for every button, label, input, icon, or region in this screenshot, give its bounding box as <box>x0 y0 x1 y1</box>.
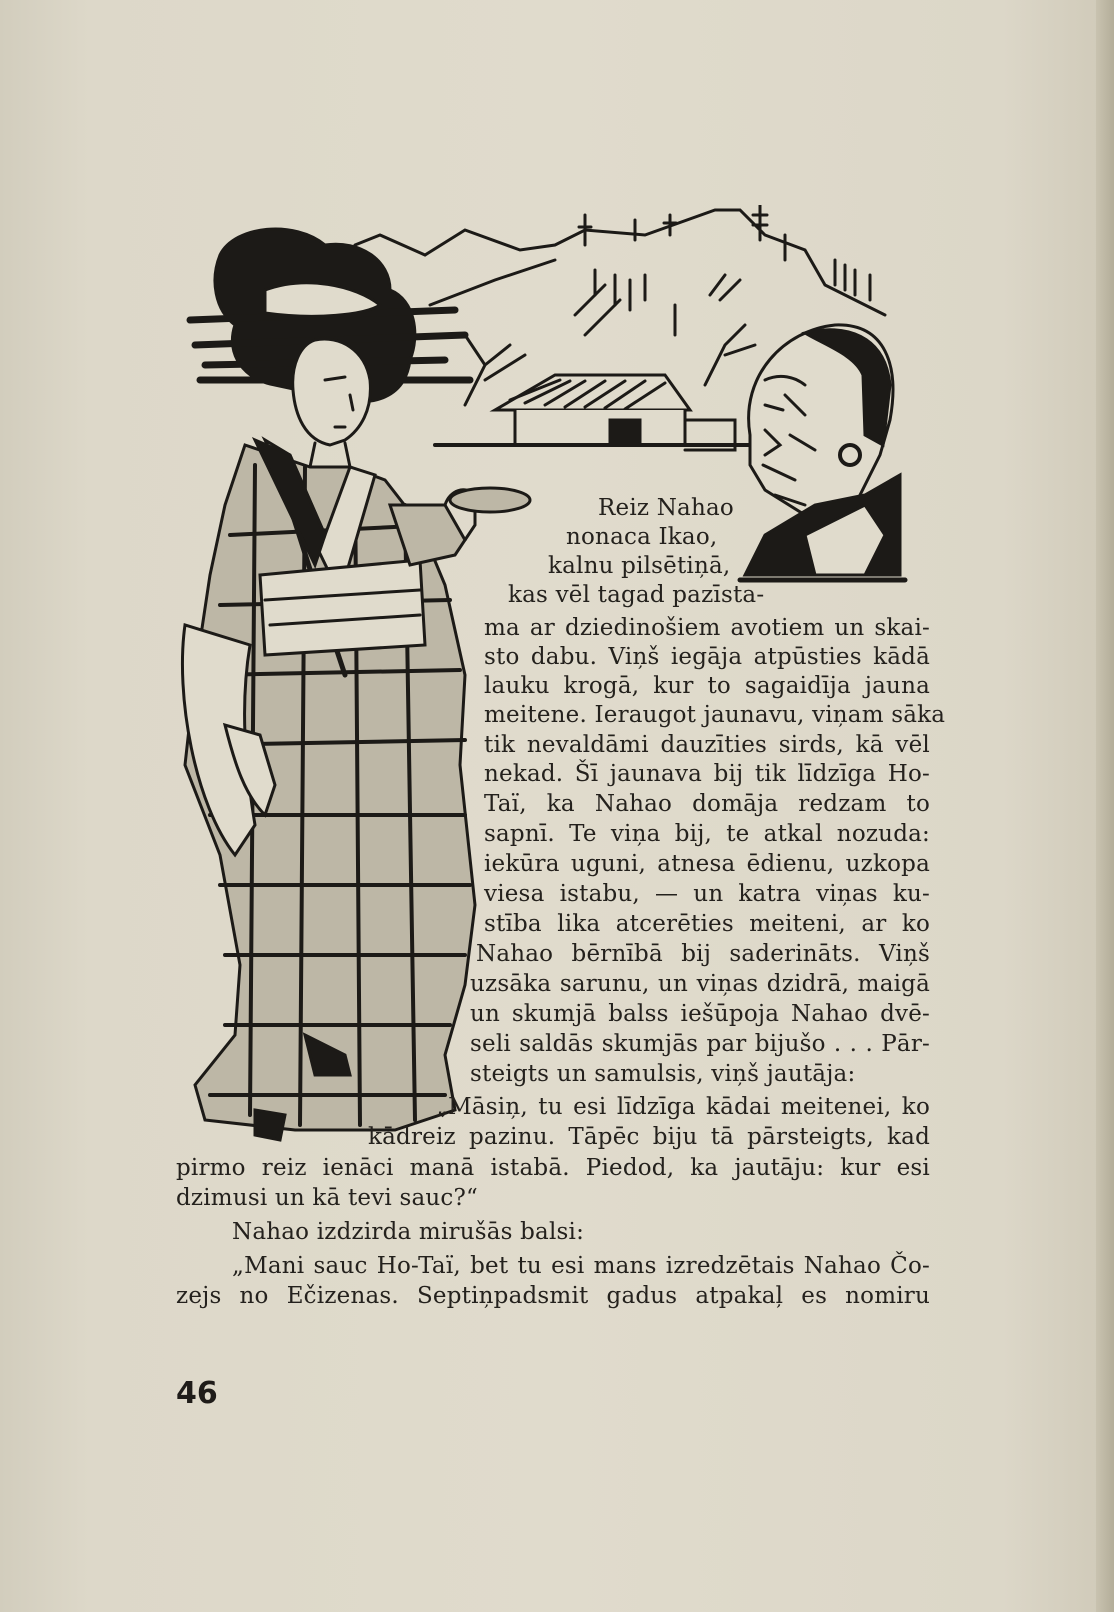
text-line: „Māsiņ, tu esi līdzīga kādai meitenei, ko <box>436 1094 930 1120</box>
text-line: Taï, ka Nahao domāja redzam to <box>484 791 930 817</box>
text-line: uzsāka sarunu, un viņas dzidrā, maigā <box>470 971 930 997</box>
house-wall <box>515 410 685 445</box>
text-line: pirmo reiz ienāci manā istabā. Piedod, ka jautāju: kur esi <box>176 1155 930 1181</box>
house-roof <box>495 375 690 410</box>
text-line: meitene. Ieraugot jaunavu, viņam sāka <box>484 702 946 728</box>
text-line: Reiz Nahao <box>598 495 734 521</box>
text-line: nonaca Ikao, <box>566 524 718 550</box>
page-number: 46 <box>176 1376 218 1411</box>
geisha-face <box>293 339 371 445</box>
text-line: sapnī. Te viņa bij, te atkal nozuda: <box>484 821 930 847</box>
text-line: un skumjā balss iešūpoja Nahao dvē- <box>470 1001 930 1027</box>
text-line: seli saldās skumjās par bijušo . . . Pār- <box>470 1031 930 1057</box>
text-line: viesa istabu, — un katra viņas ku- <box>484 881 930 907</box>
text-line: kādreiz pazinu. Tāpēc biju tā pārsteigts, kad <box>368 1124 930 1150</box>
text-line: lauku krogā, kur to sagaidīja jauna <box>484 673 930 699</box>
sake-cup <box>450 488 530 512</box>
hill-line <box>430 260 555 305</box>
text-line: kalnu pilsētiņā, <box>548 553 731 579</box>
page-edge <box>1096 0 1114 1612</box>
text-line: kas vēl tagad pazīsta- <box>508 582 765 608</box>
text-line: steigts un samulsis, viņš jautāja: <box>470 1061 856 1087</box>
text-line: Nahao izdzirda mirušās balsi: <box>232 1219 585 1245</box>
text-line: „Mani sauc Ho-Taï, bet tu esi mans izredzētais Nahao Čo- <box>232 1253 930 1279</box>
text-line: nekad. Šī jaunava bij tik līdzīga Ho- <box>484 761 930 787</box>
text-line: sto dabu. Viņš iegāja atpūsties kādā <box>484 644 930 670</box>
text-line: stība lika atcerēties meiteni, ar ko <box>484 911 930 937</box>
text-line: iekūra uguni, atnesa ēdienu, uzkopa <box>484 851 930 877</box>
text-line: zejs no Ečizenas. Septiņpadsmit gadus atpakaļ es nomiru <box>176 1283 930 1309</box>
text-line: dzimusi un kā tevi sauc?“ <box>176 1185 479 1211</box>
geisha-obi <box>260 560 425 655</box>
text-line: Nahao bērnībā bij saderināts. Viņš <box>476 941 930 967</box>
text-line: ma ar dziedinošiem avotiem un skai- <box>484 615 930 641</box>
text-line: tik nevaldāmi dauzīties sirds, kā vēl <box>484 732 930 758</box>
